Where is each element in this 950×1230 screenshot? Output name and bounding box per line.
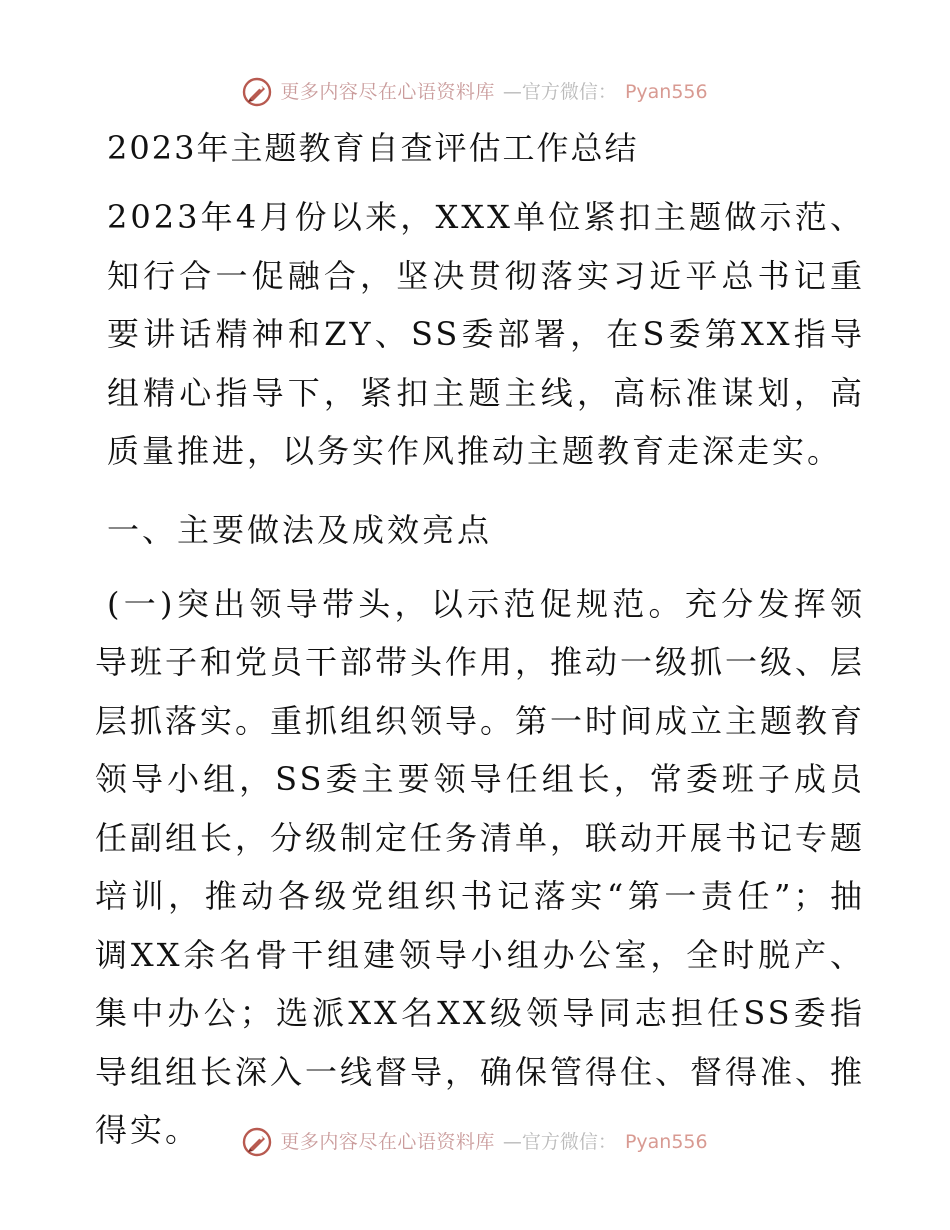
section-paragraph: (一)突出领导带头，以示范促规范。充分发挥领导班子和党员干部带头作用，推动一级抓一级、层层抓落实。重抓组织领导。第一时间成立主题教育领导小组，SS委主要领导任组长，常委班子成员任副组长，分级制定任务清单，联动开展书记专题培训，推动各级党组织书记落实“第一责任”；抽调XX余名骨干组建领导小组办公室，全时脱产、集中办公；选派XX名XX级领导同志担任SS委指导组组长深入一线督导，确保管得住、督得准、推得实。 [95,584,866,1149]
document-title: 2023年主题教育自查评估工作总结 [107,129,639,167]
watermark-wechat-id: Pyan556 [624,81,708,103]
pen-quill-logo-icon [242,77,272,107]
document-body [95,120,865,1160]
section-heading: 一、主要做法及成效亮点 [107,510,493,549]
watermark-footer [0,1127,950,1157]
watermark-header [0,77,950,107]
intro-paragraph: 2023年4月份以来，XXX单位紧扣主题做示范、知行合一促融合，坚决贯彻落实习近平总书记重要讲话精神和ZY、SS委部署，在S委第XX指导组精心指导下，紧扣主题主线，高标准谋划，高质量推进，以务实作风推动主题教育走深走实。 [107,198,865,470]
watermark-wechat-id: Pyan556 [624,1131,708,1153]
watermark-label: —官方微信： [502,1131,617,1153]
watermark-text: 更多内容尽在心语资料库 [280,1131,495,1153]
watermark-text: 更多内容尽在心语资料库 [280,81,495,103]
watermark-label: —官方微信： [502,81,617,103]
pen-quill-logo-icon [242,1127,272,1157]
